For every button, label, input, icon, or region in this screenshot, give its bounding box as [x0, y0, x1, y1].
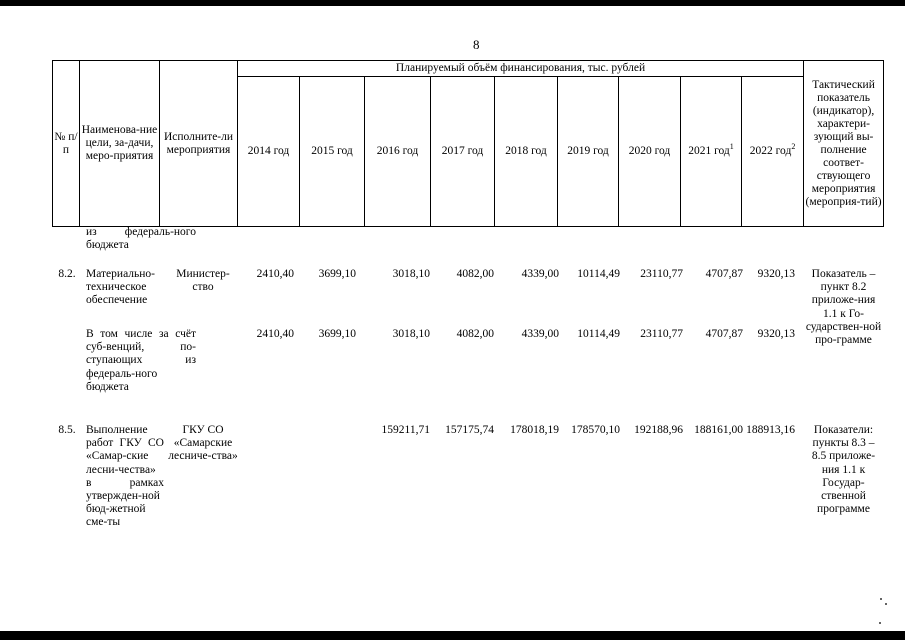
- table-row: [52, 424, 883, 574]
- header-year: 2020 год: [619, 77, 681, 227]
- header-year: 2015 год: [300, 77, 365, 227]
- value-2017: 4082,00: [456, 268, 494, 280]
- value-2015: 3699,10: [318, 328, 356, 340]
- value-2022: 9320,13: [757, 328, 795, 340]
- value-2019: 10114,49: [577, 328, 620, 340]
- header-year: 2014 год: [238, 77, 300, 227]
- header-year: 2019 год: [558, 77, 619, 227]
- row-number: 8.5.: [58, 424, 76, 436]
- value-2018: 4339,00: [521, 328, 559, 340]
- top-scan-border: [0, 0, 905, 6]
- row-name: Материально-техническое обеспечение: [86, 268, 155, 307]
- row-executor: Министер-ство: [176, 268, 230, 294]
- value-2020: 192188,96: [634, 424, 683, 436]
- row-indicator: Показатели: пункты 8.3 – 8.5 приложе-ния 1.1 к Государ-ственной программе: [811, 424, 876, 516]
- row-number: 8.2.: [58, 268, 76, 280]
- value-2021: 4707,87: [705, 268, 743, 280]
- table-body: [52, 226, 883, 574]
- value-2018: 4339,00: [521, 268, 559, 280]
- header-name: Наименова-ние цели, за-дачи, меро-приятия: [80, 61, 160, 227]
- header-year: 2022 год$^2$: [742, 77, 804, 227]
- value-2021: 4707,87: [705, 328, 743, 340]
- row-name: из федераль-ного бюджета: [86, 226, 196, 252]
- table-row: [52, 226, 883, 268]
- value-2022: 9320,13: [757, 268, 795, 280]
- value-2016: 159211,71: [381, 424, 430, 436]
- page-number: 8: [473, 37, 480, 52]
- header-year: 2016 год: [365, 77, 431, 227]
- value-2015: 3699,10: [318, 268, 356, 280]
- value-2020: 23110,77: [640, 268, 683, 280]
- scan-speck: [885, 603, 887, 605]
- header-executor: Исполните-ли мероприятия: [160, 61, 238, 227]
- value-2020: 23110,77: [640, 328, 683, 340]
- table-header: [52, 60, 884, 227]
- header-year: 2017 год: [431, 77, 495, 227]
- value-2016: 3018,10: [392, 268, 430, 280]
- value-2019: 10114,49: [577, 268, 620, 280]
- header-year: 2021 год$^1$: [681, 77, 742, 227]
- value-2018: 178018,19: [510, 424, 559, 436]
- scan-speck: [880, 598, 882, 600]
- value-2014: 2410,40: [256, 328, 294, 340]
- row-name: В том числе за счёт суб-венций, по-ступающих из федераль-ного бюджета: [86, 328, 196, 393]
- value-2019: 178570,10: [571, 424, 620, 436]
- value-2014: 2410,40: [256, 268, 294, 280]
- bottom-scan-border: [0, 631, 905, 640]
- value-2016: 3018,10: [392, 328, 430, 340]
- value-2017: 4082,00: [456, 328, 494, 340]
- scan-speck: [879, 622, 881, 624]
- value-2021: 188161,00: [694, 424, 743, 436]
- table-row: [52, 328, 883, 424]
- value-2022: 188913,16: [746, 424, 795, 436]
- row-name: Выполнение работ ГКУ СО «Самар-ские лесни-чества» в рамках утвержден-ной бюд-жетной сме-ты: [86, 424, 164, 529]
- header-indicator: Тактический показатель (индикатор), характери-зующий вы-полнение соответ-ствующего мероприятия (мероприя-тий): [804, 61, 884, 227]
- row-executor: ГКУ СО «Самарские лесниче-ства»: [168, 424, 238, 463]
- header-financing: Планируемый объём финансирования, тыс. рублей: [238, 61, 804, 77]
- value-2017: 157175,74: [445, 424, 494, 436]
- header-year: 2018 год: [495, 77, 558, 227]
- header-num: № п/п: [53, 61, 80, 227]
- row-indicator: Показатель – пункт 8.2 приложе-ния 1.1 к Го-сударствен-ной про-грамме: [805, 268, 882, 347]
- table-row: [52, 268, 883, 347]
